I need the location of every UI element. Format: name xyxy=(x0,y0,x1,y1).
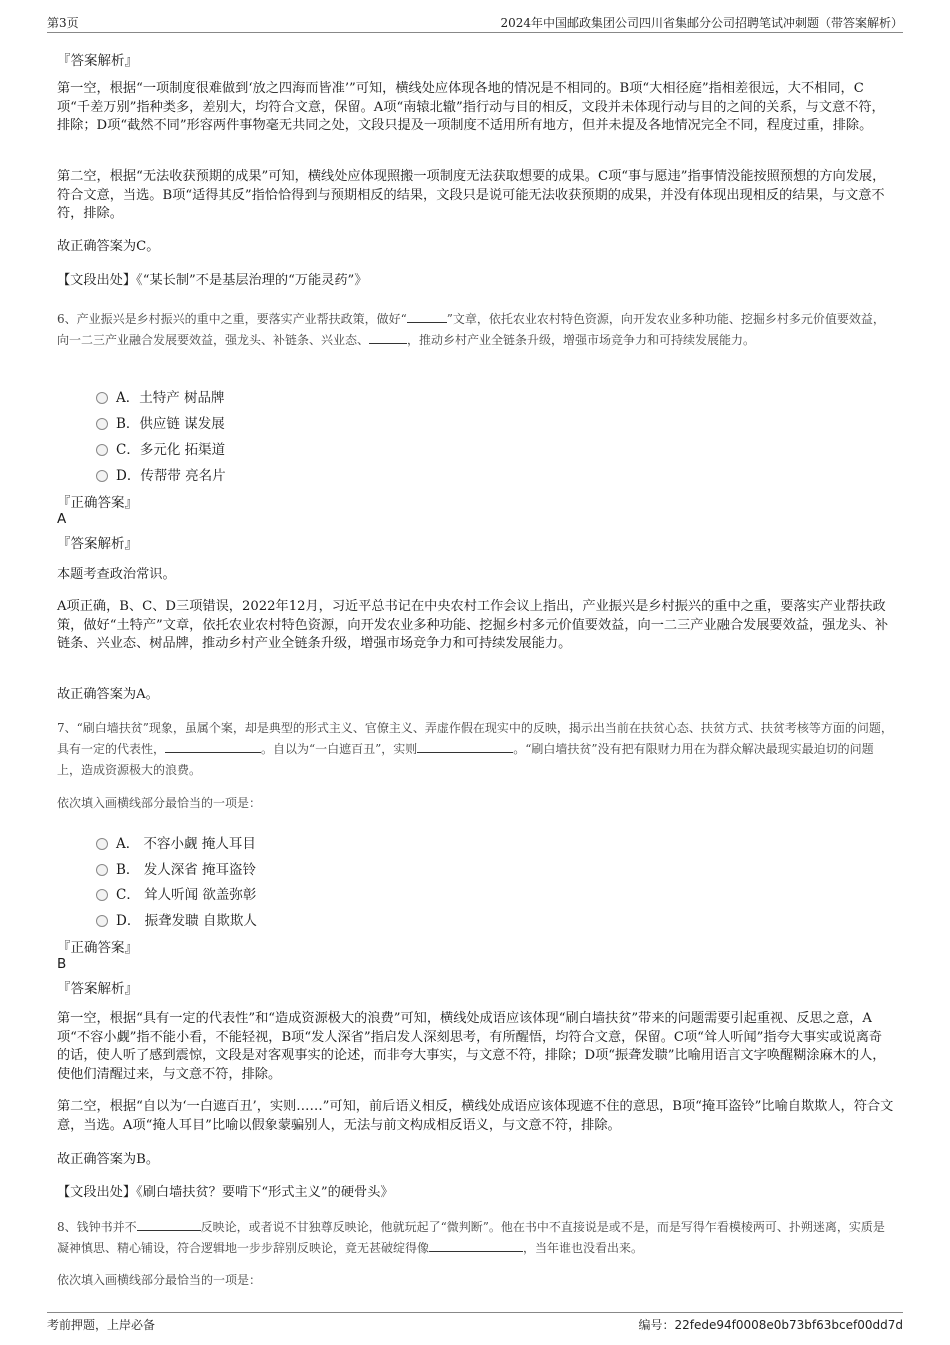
q7-correct-label: 『正确答案』 xyxy=(57,940,138,956)
document-serial: 编号：22fede94f0008e0b73bf63bcef00dd7d xyxy=(638,1318,903,1332)
q7-option-a[interactable]: A． 不容小觑 掩人耳目 xyxy=(96,832,256,852)
page-footer xyxy=(47,1312,903,1336)
q7-option-c[interactable]: C． 耸人听闻 欲盖弥彰 xyxy=(96,883,256,903)
blank xyxy=(429,1240,523,1252)
blank xyxy=(369,332,407,344)
q7-stem: 7、“刷白墙扶贫”现象，虽属个案，却是典型的形式主义、官僚主义、弄虚作假在现实中的反映，揭示出当前在扶贫心态、扶贫方式、扶贫考核等方面的问题，具有一定的代表性， 。自以为“一白遮百丑”，实则 。“刷白墙扶贫”没有把有限财力用在为群众解决最现实最迫切的问题上，造成资源极大的浪费。 xyxy=(57,721,893,777)
q6-option-c[interactable]: C．多元化 拓渠道 xyxy=(96,438,225,458)
q7-correct-answer: B xyxy=(57,956,67,972)
q5-source: 【文段出处】《“某长制”不是基层治理的“万能灵药”》 xyxy=(57,273,368,288)
q7-option-d[interactable]: D． 振聋发聩 自欺欺人 xyxy=(96,909,257,929)
q5-analysis-p1: 第一空，根据“一项制度很难做到‘放之四海而皆准’”可知，横线处应体现各地的情况是不相同的。B项“大相径庭”指相差很远，大不相同，C项“千差万别”指种类多，差别大，均符合文意，保留。A项“南辕北辙”指行动与目的相反，文段并未体现行动与目的之间的关系，与文意不符，排除；D项“截然不同”形容两件事物毫无共同之处，文段只提及一项制度不适用所有地方，但并未提及各地情况完全不同，程度过重，排除。 xyxy=(57,81,885,133)
q5-analysis-p2: 第二空，根据“无法收获预期的成果”可知，横线处应体现照搬一项制度无法获取想要的成果。C项“事与愿违”指事情没能按照预想的方向发展，符合文意，当选。B项“适得其反”指恰恰得到与预期相反的结果，文段只是说可能无法收获预期的成果，并没有体现出现相反的结果，与文意不符，排除。 xyxy=(57,169,886,221)
q6-correct-label: 『正确答案』 xyxy=(57,495,138,511)
q8-prompt: 依次填入画横线部分最恰当的一项是： xyxy=(57,1273,262,1287)
blank xyxy=(417,741,513,753)
q5-conclusion: 故正确答案为C。 xyxy=(57,239,160,254)
q7-analysis-label: 『答案解析』 xyxy=(57,981,138,997)
q7-analysis-p1: 第一空，根据“具有一定的代表性”和“造成资源极大的浪费”可知，横线处成语应该体现“刷白墙扶贫”带来的问题需要引起重视、反思之意，A项“不容小觑”指不能小看，不能轻视，B项“发人深省”指启发人深刻思考，有所醒悟，均符合文意，保留。C项“耸人听闻”指夸大事实或说离奇的话，使人听了感到震惊，文段是对客观事实的论述，而非夸大事实，与文意不符，排除；D项“振聋发聩”比喻用语言文字唤醒糊涂麻木的人，使他们清醒过来，与文意不符，排除。 xyxy=(57,1011,886,1082)
q6-conclusion: 故正确答案为A。 xyxy=(57,687,159,702)
blank xyxy=(165,741,261,753)
q7-prompt: 依次填入画横线部分最恰当的一项是： xyxy=(57,796,262,810)
radio-icon[interactable] xyxy=(96,418,108,430)
q6-option-b[interactable]: B．供应链 谋发展 xyxy=(96,412,225,432)
q5-analysis-label: 『答案解析』 xyxy=(57,53,138,69)
radio-icon[interactable] xyxy=(96,864,108,876)
radio-icon[interactable] xyxy=(96,444,108,456)
q6-analysis-p2: A项正确，B、C、D三项错误，2022年12月，习近平总书记在中央农村工作会议上指出，产业振兴是乡村振兴的重中之重，要落实产业帮扶政策，做好“土特产”文章，依托农业农村特色资源，向开发农业多种功能、挖掘乡村多元价值要效益，向一二三产业融合发展要效益，强龙头、补链条、兴业态、树品牌，推动乡村产业全链条升级，增强市场竞争力和可持续发展能力。 xyxy=(57,599,889,651)
radio-icon[interactable] xyxy=(96,392,108,404)
q6-stem: 6、产业振兴是乡村振兴的重中之重，要落实产业帮扶政策，做好“ ”文章，依托农业农村特色资源，向开发农业多种功能、挖掘乡村多元价值要效益，向一二三产业融合发展要效益，强龙头、补链条、兴业态、 ，推动乡村产业全链条升级，增强市场竞争力和可持续发展能力。 xyxy=(57,312,885,347)
q7-source: 【文段出处】《刷白墙扶贫？要啃下“形式主义”的硬骨头》 xyxy=(57,1185,394,1200)
q7-option-b[interactable]: B． 发人深省 掩耳盗铃 xyxy=(96,858,256,878)
document-title: 2024年中国邮政集团公司四川省集邮分公司招聘笔试冲刺题（带答案解析） xyxy=(500,16,903,30)
blank xyxy=(407,311,447,323)
page-number: 第3页 xyxy=(47,16,79,30)
footer-slogan: 考前押题，上岸必备 xyxy=(47,1318,156,1332)
q8-stem: 8、钱钟书并不 反映论，或者说不甘独尊反映论，他就玩起了“微判断”。他在书中不直接说是或不是，而是写得乍看模棱两可、扑朔迷离，实质是凝神慎思、精心铺设，符合逻辑地一步步辞别反映论，竟无甚破绽得像 ，当年谁也没看出来。 xyxy=(57,1220,885,1255)
radio-icon[interactable] xyxy=(96,470,108,482)
q6-option-a[interactable]: A．土特产 树品牌 xyxy=(96,386,225,406)
q6-analysis-p1: 本题考查政治常识。 xyxy=(57,567,176,582)
q6-analysis-label: 『答案解析』 xyxy=(57,536,138,552)
radio-icon[interactable] xyxy=(96,889,108,901)
q6-correct-answer: A xyxy=(57,511,67,527)
q6-option-d[interactable]: D．传帮带 亮名片 xyxy=(96,464,226,484)
q7-conclusion: 故正确答案为B。 xyxy=(57,1152,160,1167)
blank xyxy=(137,1219,201,1231)
radio-icon[interactable] xyxy=(96,838,108,850)
page-header xyxy=(47,14,903,33)
radio-icon[interactable] xyxy=(96,915,108,927)
q7-analysis-p2: 第二空，根据“自以为‘一白遮百丑’，实则……”可知，前后语义相反，横线处成语应该体现遮不住的意思，B项“掩耳盗铃”比喻自欺欺人，符合文意，当选。A项“掩人耳目”比喻以假象蒙骗别人，无法与前文构成相反语义，与文意不符，排除。 xyxy=(57,1099,894,1133)
